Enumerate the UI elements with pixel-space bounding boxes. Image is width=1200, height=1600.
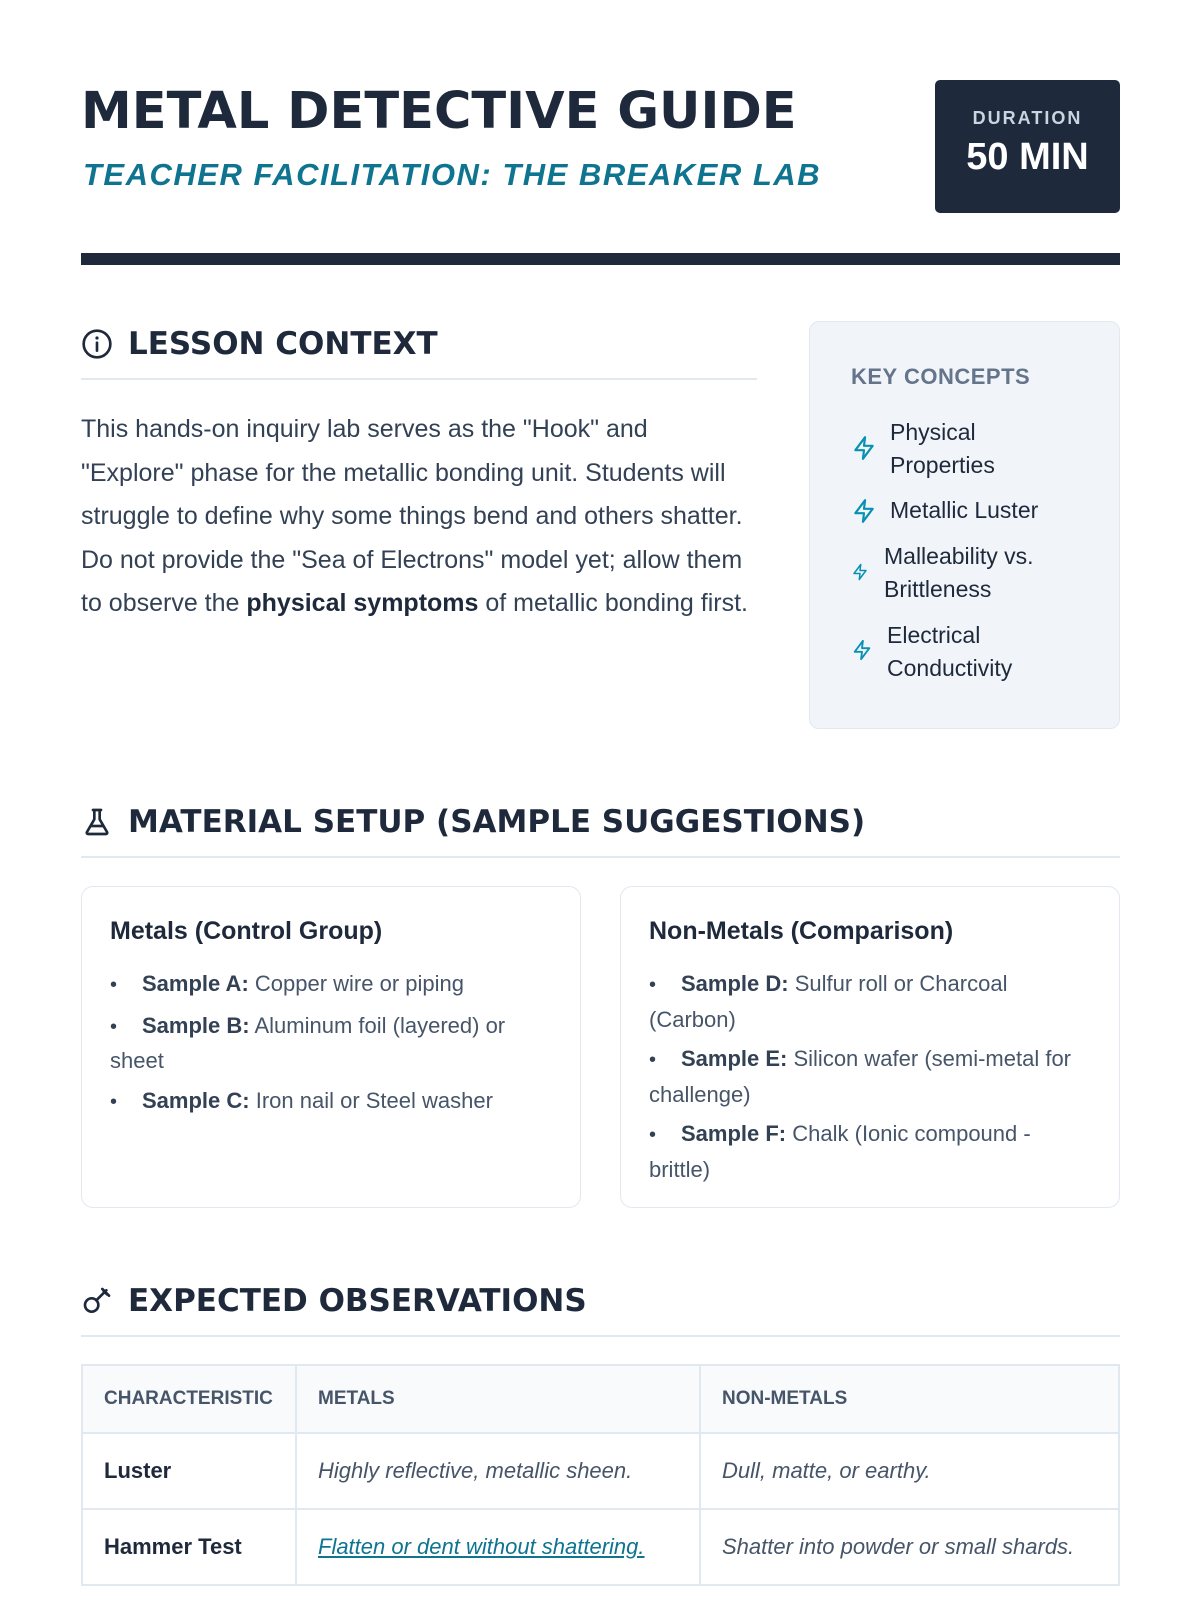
key-concept-item (851, 494, 1101, 528)
key-concepts-panel (809, 321, 1120, 729)
sample-text: Iron nail or Steel washer (249, 1087, 493, 1113)
card-title: Metals (Control Group) (110, 917, 383, 945)
table-row (82, 1509, 1119, 1585)
key-concept-label: Brittleness (884, 576, 992, 602)
metals-card (81, 886, 581, 1208)
header (81, 80, 1120, 270)
lesson-context-text (81, 408, 751, 626)
material-setup-heading (81, 800, 1120, 858)
lesson-context-heading (81, 322, 757, 380)
sample-item (649, 967, 1089, 1036)
context-text-emphasis: physical symptoms (246, 589, 479, 617)
flask-icon (81, 806, 113, 838)
sample-item (110, 1009, 550, 1078)
column-header: CHARACTERISTIC (82, 1365, 296, 1433)
page-subtitle: TEACHER FACILITATION: THE BREAKER LAB (83, 157, 822, 192)
lightning-icon (851, 496, 877, 526)
sample-label: Sample B: (142, 1012, 250, 1038)
sample-text: Silicon wafer (semi-metal for challenge) (649, 1046, 1072, 1107)
non-metals-cell: Shatter into powder or small shards. (700, 1509, 1119, 1585)
key-concepts-title: KEY CONCEPTS (851, 364, 1031, 389)
key-concept-item (851, 416, 1101, 482)
duration-badge (935, 80, 1120, 213)
lesson-context-title: LESSON CONTEXT (128, 326, 438, 362)
observations-heading (81, 1279, 1120, 1337)
non-metals-cell: Dull, matte, or earthy. (700, 1433, 1119, 1509)
sample-item (110, 967, 550, 1003)
sample-item (649, 1042, 1089, 1111)
sample-text: Chalk (Ionic compound - brittle) (649, 1121, 1031, 1182)
sample-item (649, 1117, 1089, 1186)
sample-list (649, 967, 1089, 1192)
sample-label: Sample A: (142, 971, 249, 996)
key-concept-label: Electrical (887, 622, 981, 648)
table-row (82, 1433, 1119, 1509)
info-icon (81, 328, 113, 360)
table-header-row (82, 1365, 1119, 1433)
key-concept-label: Physical (890, 419, 976, 445)
context-text-part2: of metallic bonding first. (478, 589, 748, 617)
key-concept-label: Properties (890, 452, 995, 478)
test-tube-icon (81, 1285, 113, 1317)
context-text-part1: This hands-on inquiry lab serves as the "Hook" and "Explore" phase for the metallic bonding unit. Students will struggle to define why some things bend and others shatter. Do not provide the "Sea of Electrons" model yet; allow them to observe the (81, 415, 743, 617)
page-title: METAL DETECTIVE GUIDE (81, 82, 797, 141)
sample-label: Sample C: (142, 1087, 250, 1113)
metals-cell: Highly reflective, metallic sheen. (296, 1433, 700, 1509)
sample-label: Sample D: (681, 971, 789, 996)
key-concept-label: Malleability vs. (884, 543, 1034, 569)
sample-label: Sample F: (681, 1121, 787, 1146)
key-concept-label: Metallic Luster (890, 497, 1039, 523)
lightning-icon (851, 433, 877, 463)
non-metals-card (620, 886, 1120, 1208)
characteristic-cell: Hammer Test (82, 1509, 296, 1585)
key-concept-label: Conductivity (887, 655, 1013, 681)
column-header: METALS (296, 1365, 700, 1433)
metals-cell-link[interactable]: Flatten or dent without shattering. (296, 1509, 700, 1585)
lightning-icon (851, 637, 873, 663)
sample-text: Copper wire or piping (248, 971, 465, 996)
header-divider (81, 253, 1120, 265)
sample-list (110, 967, 550, 1125)
observations-table (81, 1364, 1120, 1586)
key-concept-item (851, 540, 1101, 606)
key-concept-item (851, 619, 1101, 685)
duration-label: DURATION (972, 108, 1083, 128)
lightning-icon (851, 562, 869, 582)
sample-text: Sulfur roll or Charcoal (Carbon) (649, 971, 1008, 1032)
sample-text: Aluminum foil (layered) or sheet (110, 1012, 506, 1073)
characteristic-cell: Luster (82, 1433, 296, 1509)
column-header: NON-METALS (700, 1365, 1119, 1433)
material-setup-title: MATERIAL SETUP (SAMPLE SUGGESTIONS) (128, 804, 866, 840)
observations-title: EXPECTED OBSERVATIONS (128, 1283, 587, 1319)
card-title: Non-Metals (Comparison) (649, 917, 954, 945)
sample-item (110, 1084, 550, 1120)
duration-value: 50 MIN (966, 136, 1089, 178)
sample-label: Sample E: (681, 1046, 788, 1071)
